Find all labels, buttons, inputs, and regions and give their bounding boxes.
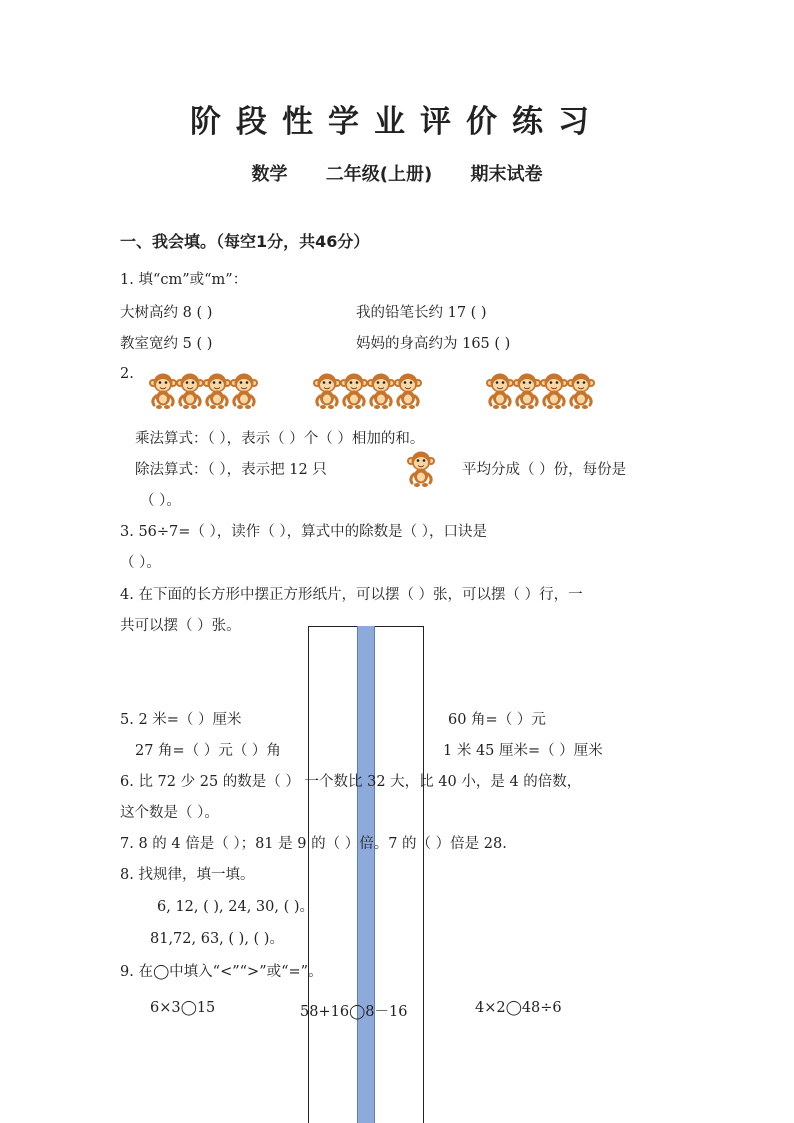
q3-line-a: 3. 56÷7=（ ），读作（ ），算式中的除数是（ ），口诀是 — [120, 524, 487, 540]
page-title: 阶段性学业评价练习 — [190, 104, 604, 140]
blue-strip — [357, 626, 375, 1123]
monkey-icon — [539, 372, 569, 410]
q1-item-d: 妈妈的身高约为 165 ( ) — [356, 336, 511, 352]
q5-item-c: 27 角=（ ）元（ ）角 — [135, 743, 281, 759]
q2-division-b: 平均分成（ ）份，每份是 — [462, 462, 627, 478]
q7-line: 7. 8 的 4 倍是（ ）；81 是 9 的（ ）倍。7 的（ ）倍是 28. — [120, 836, 507, 852]
monkey-group-3 — [485, 372, 593, 412]
subject-label: 数学 — [251, 164, 288, 185]
q2-division-c: （ ）。 — [140, 493, 181, 509]
grade-label: 二年级(上册) — [325, 164, 433, 185]
monkey-icon — [485, 372, 515, 410]
page-subtitle — [0, 160, 794, 186]
q5-item-b: 60 角=（ ）元 — [448, 712, 546, 728]
q1-intro: 1. 填“cm”或“m”： — [120, 272, 248, 288]
q9-intro: 9. 在◯中填入“<”“>”或“=”。 — [120, 964, 323, 980]
q6-line-b: 这个数是（ ）。 — [120, 805, 219, 821]
monkey-icon — [148, 372, 178, 410]
q4-line-a: 4. 在下面的长方形中摆正方形纸片，可以摆（ ）张，可以摆（ ）行，一 — [120, 587, 583, 603]
q1-item-a: 大树高约 8 ( ) — [120, 305, 213, 321]
q8-sequence-2: 81,72, 63, ( ), ( )。 — [150, 931, 284, 947]
q8-sequence-1: 6, 12, ( ), 24, 30, ( )。 — [157, 899, 315, 915]
monkey-group-1 — [148, 372, 256, 412]
monkey-icon — [339, 372, 369, 410]
q9-item-c: 4×2◯48÷6 — [475, 1000, 562, 1016]
monkey-icon — [175, 372, 205, 410]
monkey-icon — [229, 372, 259, 410]
monkey-icon — [512, 372, 542, 410]
q2-division-a: 除法算式：（ ），表示把 12 只 — [135, 462, 327, 478]
q1-item-b: 我的铅笔长约 17 ( ) — [356, 305, 487, 321]
q2-number: 2. — [120, 366, 134, 382]
monkey-group-2 — [312, 372, 420, 412]
q9-item-b: 58+16◯8－16 — [300, 1004, 408, 1020]
q2-multiplication: 乘法算式：（ ），表示（ ）个（ ）相加的和。 — [135, 431, 425, 447]
q8-intro: 8. 找规律，填一填。 — [120, 867, 255, 883]
q4-line-b: 共可以摆（ ）张。 — [120, 618, 241, 634]
monkey-icon — [312, 372, 342, 410]
monkey-icon — [406, 450, 436, 488]
q3-line-b: （ ）。 — [120, 555, 161, 571]
monkey-icon — [393, 372, 423, 410]
q9-item-a: 6×3◯15 — [150, 1000, 216, 1016]
q6-line-a: 6. 比 72 少 25 的数是（ ） 一个数比 32 大，比 40 小，是 4 的倍数， — [120, 774, 582, 790]
q1-item-c: 教室宽约 5 ( ) — [120, 336, 213, 352]
exam-label: 期末试卷 — [470, 164, 543, 185]
monkey-icon — [566, 372, 596, 410]
q5-item-d: 1 米 45 厘米=（ ）厘米 — [443, 743, 603, 759]
monkey-icon — [202, 372, 232, 410]
q5-item-a: 5. 2 米=（ ）厘米 — [120, 712, 242, 728]
monkey-icon — [366, 372, 396, 410]
section-heading: 一、我会填。（每空1分，共46分） — [120, 232, 370, 251]
